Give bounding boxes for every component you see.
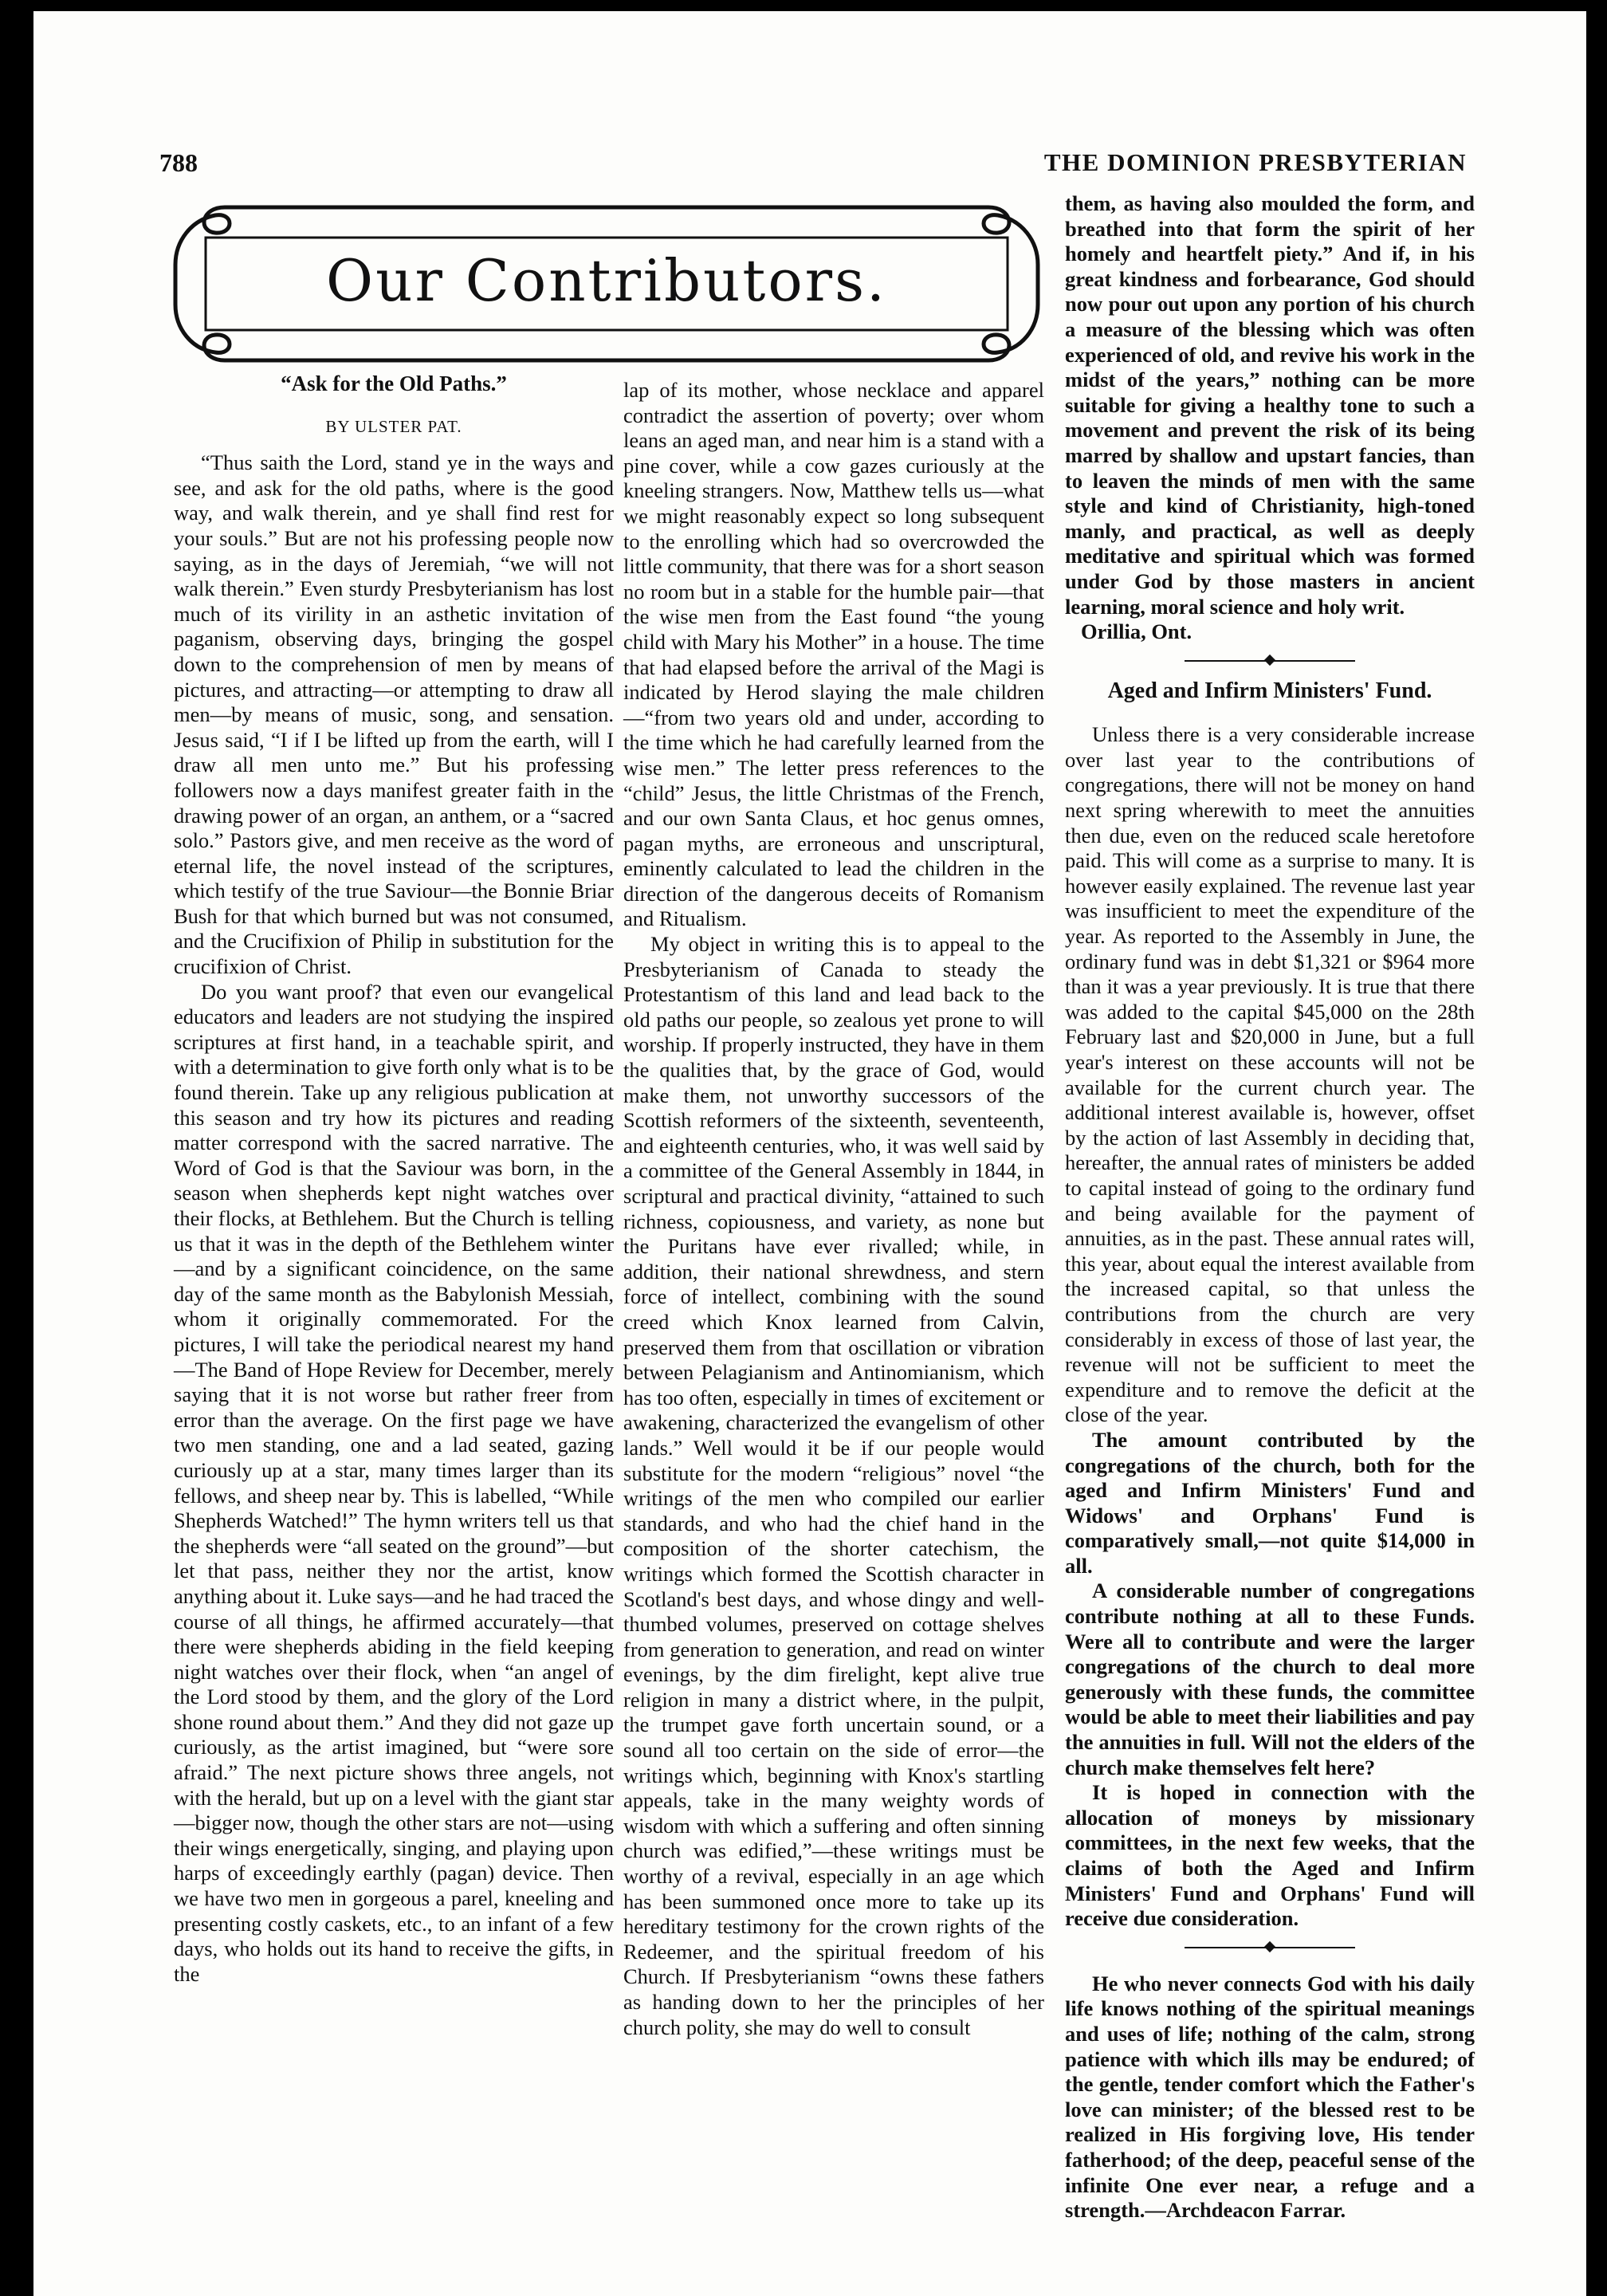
column-3 bbox=[1065, 191, 1475, 2223]
section-banner bbox=[169, 201, 1044, 367]
article-paragraph: lap of its mother, whose necklace and apparel contradict the assertion of poverty; over whom leans an aged man, and near him is a stand with a pine cover, while a cow gazes curiously at the kneeling strangers. Now, Matthew tells us—what we might reasonably expect so long subsequent to the enrolling which had so overcrowded the little community, that there was for a short season no room but in a stable for the humble pair—that the wise men from the East found “the young child with Mary his Mother” in a house. The time that had elapsed before the arrival of the Magi is indicated by Herod slaying the male children—“from two years old and under, according to the time which he had carefully learned from the wise men.” The letter press references to the “child” Jesus, the little Christmas of the French, and our own Santa Claus, et hoc genus omnes, pagan myths, are erroneous and unscriptural, eminently calculated to lead the children in the direction of the dangerous deceits of Romanism and Ritualism. bbox=[623, 378, 1044, 931]
quote-block bbox=[1065, 1972, 1475, 2223]
scan-border-right bbox=[1586, 0, 1607, 2296]
article-place: Orillia, Ont. bbox=[1081, 619, 1192, 644]
column-1 bbox=[174, 357, 614, 1987]
page-number: 788 bbox=[159, 148, 198, 177]
fund-paragraph: The amount contributed by the congregations of the church, both for the aged and Infirm Ministers' Fund and Widows' and Orphans' Fund is comparatively small,—not quite $14,000 in all. bbox=[1065, 1427, 1475, 1578]
fund-title: Aged and Infirm Ministers' Fund. bbox=[1107, 678, 1432, 703]
banner-title: Our Contributors. bbox=[326, 247, 887, 314]
article-paragraph: “Thus saith the Lord, stand ye in the ways and see, and ask for the old paths, where is the good way, and walk therein, and ye shall find rest for your souls.” But are not his professing people now saying, as in the days of Jeremiah, “we will not walk therein.” Even sturdy Presbyterianism has lost much of its virility in an asthetic invitation of paganism, observing days, bringing the gospel down to the comprehension of men by means of pictures, and attracting—or attempting to draw all men—by means of music, song, and sensation. Jesus said, “I if I be lifted up from the earth, will I draw all men unto me.” But his professing followers now a days manifest greater faith in the drawing power of an organ, an anthem, or a “sacred solo.” Pastors give, and men receive as the word of eternal life, the novel instead of the scriptures, which testify of the true Saviour—the Bonnie Briar Bush for that which burned but was not consumed, and the Crucifixion of Philip in substitution for the crucifixion of Christ. bbox=[174, 450, 614, 979]
scan-border-left bbox=[0, 0, 33, 2296]
article-paragraph: My object in writing this is to appeal to the Presbyterianism of Canada to steady the Protestantism of this land and lead back to the old paths our people, so zealous yet prone to will worship. If properly instructed, they have in them the qualities that, by the grace of God, would make them, not unworthy successors of the Scottish reformers of the sixteenth, seventeenth, and eighteenth centuries, who, it was well said by a committee of the General Assembly in 1844, in scriptural and practical divinity, “attained to such richness, copiousness, and variety, as none but the Puritans have ever rivalled; while, in addition, their national shrewdness, and stern force of intellect, combining with the sound creed which Knox learned from Calvin, preserved them from that oscillation or vibration between Pelagianism and Antinomianism, which has too often, especially in times of excitement or awakening, characterized the evangelism of other lands.” Well would it be if our people would substitute for the modern “religious” novel “the writings of the men who compiled our earlier standards, and who had the chief hand in the composition of the shorter catechism, the writings which formed the Scottish character in Scotland's best days, and whose dingy and well-thumbed volumes, preserved on cottage shelves from generation to generation, and read on winter evenings, by the dim firelight, kept alive true religion in many a district where, in the pulpit, the trumpet gave forth uncertain sound, or a sound all too certain on the side of error—the writings which, beginning with Knox's startling appeals, take in the many weighty words of wisdom with which a suffering and often sinning church was edified,”—these writings must be worthy of a revival, especially in an age which has been summoned once more to take up its hereditary testimony for the crown rights of the Redeemer, and the spiritual freedom of his Church. If Presbyterianism “owns these fathers as handing down to her the principles of her church polity, she may do well to consult bbox=[623, 932, 1044, 2039]
fund-bold-paragraphs bbox=[1065, 1428, 1475, 1932]
scan-border-top bbox=[0, 0, 1607, 11]
article-title: “Ask for the Old Paths.” bbox=[281, 372, 507, 395]
article-paragraph: Do you want proof? that even our evangelical educators and leaders are not studying the inspired scriptures at first hand, in a teachable spirit, and with a determination to give forth only what is to be found therein. Take up any religious publication at this season and try how its pictures and reading matter correspond with the sacred narrative. The Word of God is that the Saviour was born, in the season when shepherds kept night watches over their flocks, at Bethlehem. But the Church is telling us that it was in the depth of the Bethlehem winter—and by a significant coincidence, on the same day of the same month as the Babylonish Messiah, whom it originally commemorated. For the pictures, I will take the periodical nearest my hand—The Band of Hope Review for December, merely saying that it is not worse but rather freer from error than the average. On the first page we have two men standing, one and a lad seated, gazing curiously up at a star, many times larger than its fellows, and sheep near by. This is labelled, “While Shepherds Watched!” The hymn writers tell us that the shepherds were “all seated on the ground”—but let that pass, neither they nor the artist, know anything about it. Luke says—and he had traced the course of all things, he affirmed accurately—that there were shepherds abiding in the field keeping night watches over their flock, when “an angel of the Lord stood by them, and the glory of the Lord shone round about them.” And they did not gaze up curiously, as the artist imagined, but “were sore afraid.” The next picture shows three angels, not with the herald, but up on a level with the giant star—bigger now, though the other stars are not—using their wings energetically, singing, and playing upon harps of exceedingly earthly (pagan) device. Then we have two men in gorgeous a parel, kneeling and presenting costly caskets, etc., to an infant of a few days, who holds out its hand to receive the gifts, in the bbox=[174, 979, 614, 1986]
column-2 bbox=[623, 378, 1044, 2040]
article-paragraph: them, as having also moulded the form, and breathed into that form the spirit of her homely and heartfelt piety.” And if, in his great kindness and forbearance, God should now pour out upon any portion of his church a measure of the blessing which was often experienced of old, and revive his work in the midst of the years,” nothing can be more suitable for giving a healthy tone to such a movement and prevent the risk of its being marred by shallow and upstart fancies, than to leaven the minds of men with the same style and kind of Christianity, high-toned manly, and practical, as well as deeply meditative and spiritual which was formed under God by those masters in ancient learning, moral science and holy writ. bbox=[1065, 191, 1475, 619]
section-divider bbox=[1065, 655, 1475, 667]
quote-text: He who never connects God with his daily life knows nothing of the spiritual meanings and uses of life; nothing of the calm, strong patience with which ills may be endured; of the gentle, tender comfort which the Father's love can minister; of the blessed rest to be realized in His forgiving love, His tender fatherhood; of the deep, peaceful sense of the infinite One ever near, a refuge and a strength.—Archdeacon Farrar. bbox=[1065, 1971, 1475, 2223]
article-continuation bbox=[1065, 191, 1475, 645]
article-byline: BY ULSTER PAT. bbox=[325, 416, 462, 436]
fund-paragraph: Unless there is a very considerable increase over last year to the contributions of congregations, there will not be money on hand next spring wherewith to meet the annuities then due, even on the reduced scale heretofore paid. This will come as a surprise to many. It is however easily explained. The revenue last year was insufficient to meet the expenditure of the year. As reported to the Assembly in June, the ordinary fund was in debt $1,321 or $964 more than it was a year previously. It is true that there was added to the capital $45,000 on the 28th February last and $20,000 in June, but a full year's interest on these accounts will not be available for the current church year. The additional interest available is, however, offset by the action of last Assembly in deciding that, hereafter, the annual rates of ministers be added to capital instead of going to the ordinary fund and being available for the payment of annuities, as in the past. These annual rates will, this year, about equal the interest available from the increased capital, so that unless the contributions from the church are very considerably in excess of those of last year, the revenue will not be sufficient to meet the expenditure and to remove the deficit at the close of the year. bbox=[1065, 722, 1475, 1427]
fund-paragraph: It is hoped in connection with the allocation of moneys by missionary committees, in the next few weeks, that the claims of both the Aged and Infirm Ministers' Fund and Orphans' Fund will receive due consideration. bbox=[1065, 1780, 1475, 1931]
page-header bbox=[159, 148, 1467, 188]
journal-title: THE DOMINION PRESBYTERIAN bbox=[1043, 148, 1467, 176]
section-divider bbox=[1065, 1941, 1475, 1954]
fund-paragraph: A considerable number of congregations contribute nothing at all to these Funds. Were all to contribute and were the larger congregations of the church to deal more generously with these funds, the committee would be able to meet their liabilities and pay the annuities in full. Will not the elders of the church make themselves felt here? bbox=[1065, 1578, 1475, 1779]
